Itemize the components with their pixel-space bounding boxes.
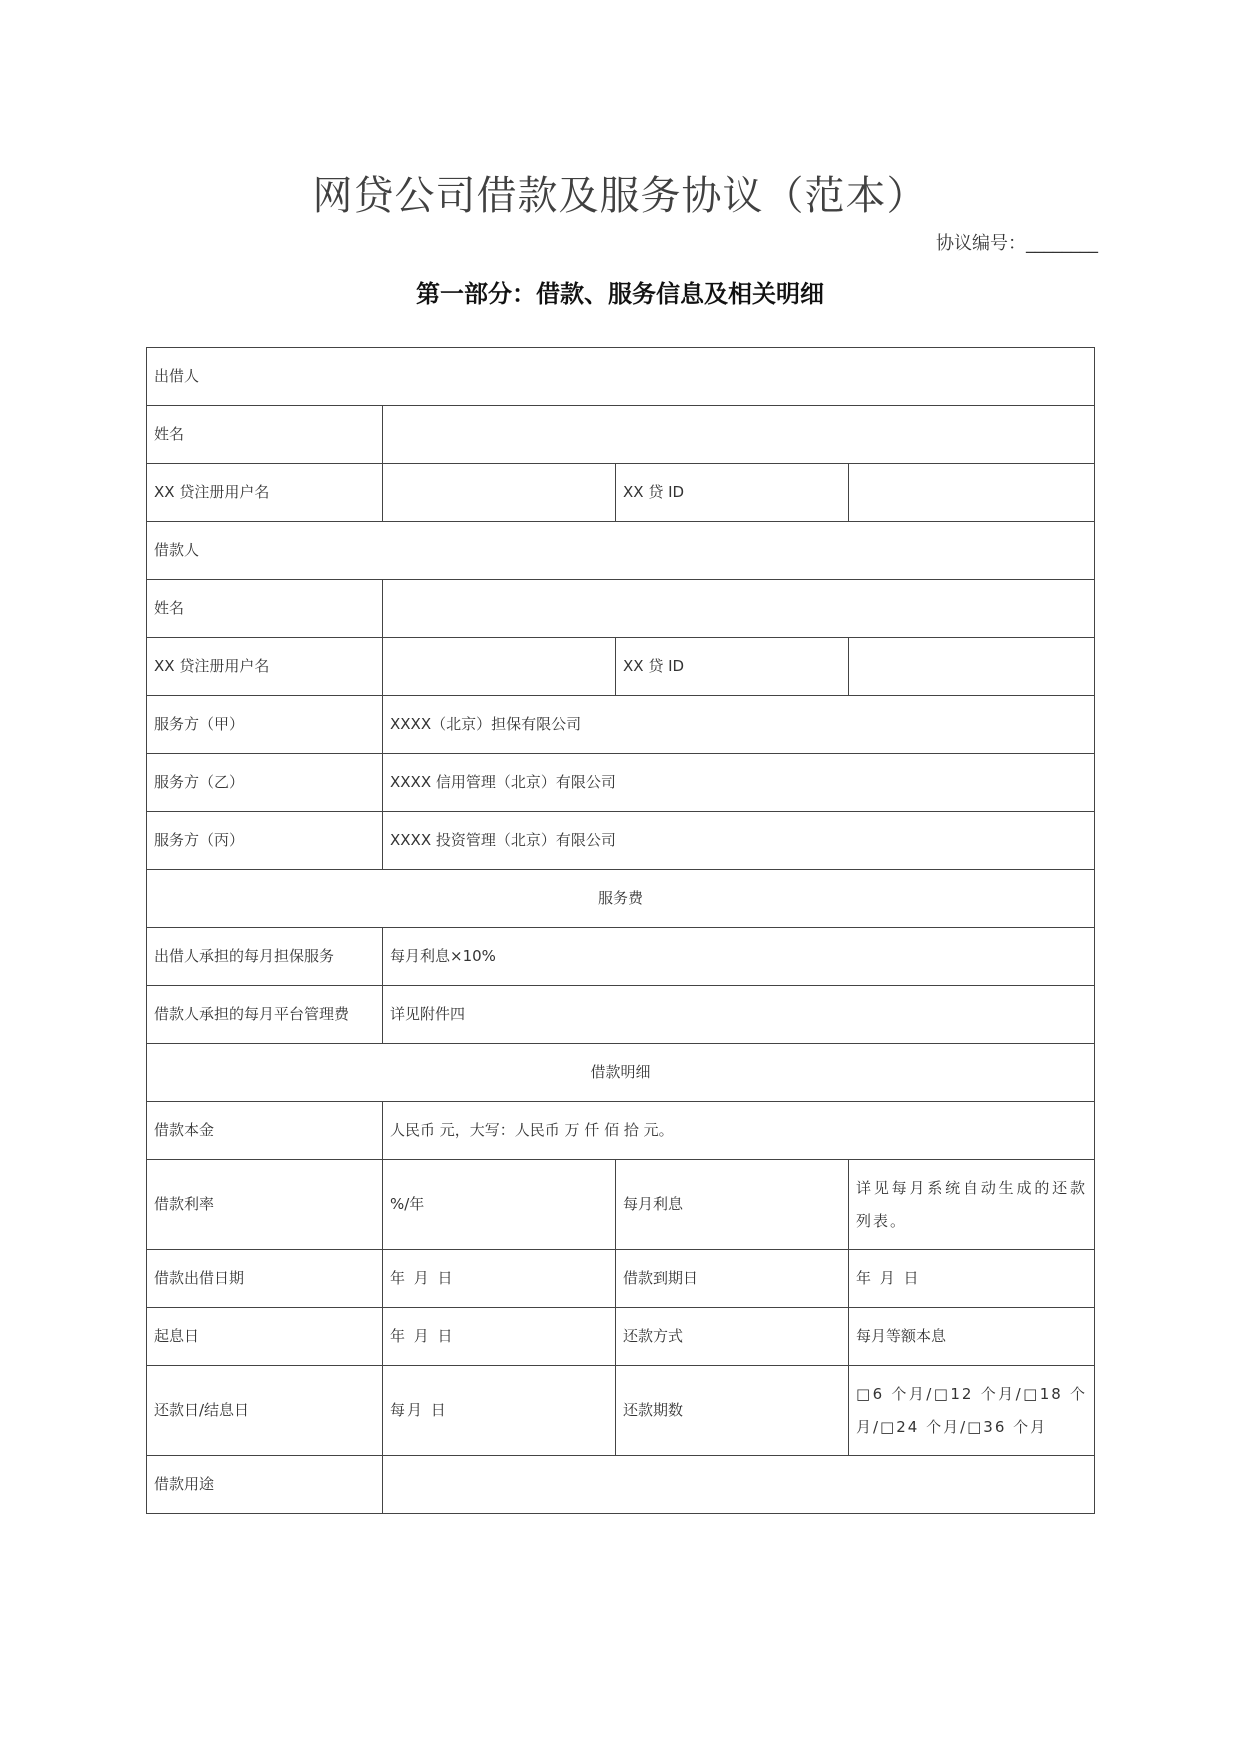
principal-label: 借款本金 [147, 1102, 383, 1160]
service-provider-label: 服务方（丙） [147, 812, 383, 870]
installments-label: 还款期数 [616, 1366, 849, 1456]
agreement-number: 协议编号：________ [936, 233, 1098, 254]
borrower-header: 借款人 [147, 522, 1095, 580]
lender-id-label: XX 贷 ID [616, 464, 849, 522]
interest-start-value[interactable]: 年 月 日 [383, 1308, 616, 1366]
due-date-label: 借款到期日 [616, 1250, 849, 1308]
monthly-interest-label: 每月利息 [616, 1160, 849, 1250]
lend-date-label: 借款出借日期 [147, 1250, 383, 1308]
service-provider-row [147, 812, 1095, 870]
repayment-row [147, 1366, 1095, 1456]
lender-id-field[interactable] [849, 464, 1095, 522]
principal-value[interactable]: 人民币 元，大写：人民币 万 仟 佰 拾 元。 [383, 1102, 1095, 1160]
lend-date-value[interactable]: 年 月 日 [383, 1250, 616, 1308]
document-title: 网贷公司借款及服务协议（范本） [312, 173, 928, 219]
service-provider-label: 服务方（甲） [147, 696, 383, 754]
lender-header-row [147, 348, 1095, 406]
borrower-username-field[interactable] [383, 638, 616, 696]
principal-row [147, 1102, 1095, 1160]
guarantee-fee-label: 出借人承担的每月担保服务 [147, 928, 383, 986]
service-provider-row [147, 696, 1095, 754]
borrower-id-label: XX 贷 ID [616, 638, 849, 696]
borrower-header-row [147, 522, 1095, 580]
service-provider-value: XXXX 信用管理（北京）有限公司 [383, 754, 1095, 812]
guarantee-fee-value: 每月利息×10% [383, 928, 1095, 986]
loan-info-table [146, 347, 1095, 1514]
borrower-username-label: XX 贷注册用户名 [147, 638, 383, 696]
service-provider-value: XXXX（北京）担保有限公司 [383, 696, 1095, 754]
lender-account-row [147, 464, 1095, 522]
interest-start-label: 起息日 [147, 1308, 383, 1366]
purpose-row [147, 1456, 1095, 1514]
monthly-interest-value: 详见每月系统自动生成的还款列表。 [849, 1160, 1095, 1250]
guarantee-fee-row [147, 928, 1095, 986]
borrower-name-label: 姓名 [147, 580, 383, 638]
rate-row [147, 1160, 1095, 1250]
purpose-field[interactable] [383, 1456, 1095, 1514]
rate-label: 借款利率 [147, 1160, 383, 1250]
lender-username-field[interactable] [383, 464, 616, 522]
repayment-day-value[interactable]: 每月 日 [383, 1366, 616, 1456]
installments-options[interactable]: □6 个月/□12 个月/□18 个月/□24 个月/□36 个月 [849, 1366, 1095, 1456]
platform-fee-value: 详见附件四 [383, 986, 1095, 1044]
borrower-name-row [147, 580, 1095, 638]
service-fee-header: 服务费 [147, 870, 1095, 928]
due-date-value[interactable]: 年 月 日 [849, 1250, 1095, 1308]
service-provider-row [147, 754, 1095, 812]
section-heading: 第一部分：借款、服务信息及相关明细 [416, 280, 824, 308]
repayment-day-label: 还款日/结息日 [147, 1366, 383, 1456]
repayment-method-label: 还款方式 [616, 1308, 849, 1366]
service-provider-value: XXXX 投资管理（北京）有限公司 [383, 812, 1095, 870]
service-fee-header-row [147, 870, 1095, 928]
service-provider-label: 服务方（乙） [147, 754, 383, 812]
lender-name-label: 姓名 [147, 406, 383, 464]
borrower-account-row [147, 638, 1095, 696]
lender-username-label: XX 贷注册用户名 [147, 464, 383, 522]
loan-details-header: 借款明细 [147, 1044, 1095, 1102]
borrower-name-field[interactable] [383, 580, 1095, 638]
lender-header: 出借人 [147, 348, 1095, 406]
loan-details-header-row [147, 1044, 1095, 1102]
lender-name-row [147, 406, 1095, 464]
platform-fee-label: 借款人承担的每月平台管理费 [147, 986, 383, 1044]
dates-row [147, 1250, 1095, 1308]
lender-name-field[interactable] [383, 406, 1095, 464]
repayment-method-value: 每月等额本息 [849, 1308, 1095, 1366]
rate-value[interactable]: %/年 [383, 1160, 616, 1250]
interest-start-row [147, 1308, 1095, 1366]
borrower-id-field[interactable] [849, 638, 1095, 696]
purpose-label: 借款用途 [147, 1456, 383, 1514]
platform-fee-row [147, 986, 1095, 1044]
